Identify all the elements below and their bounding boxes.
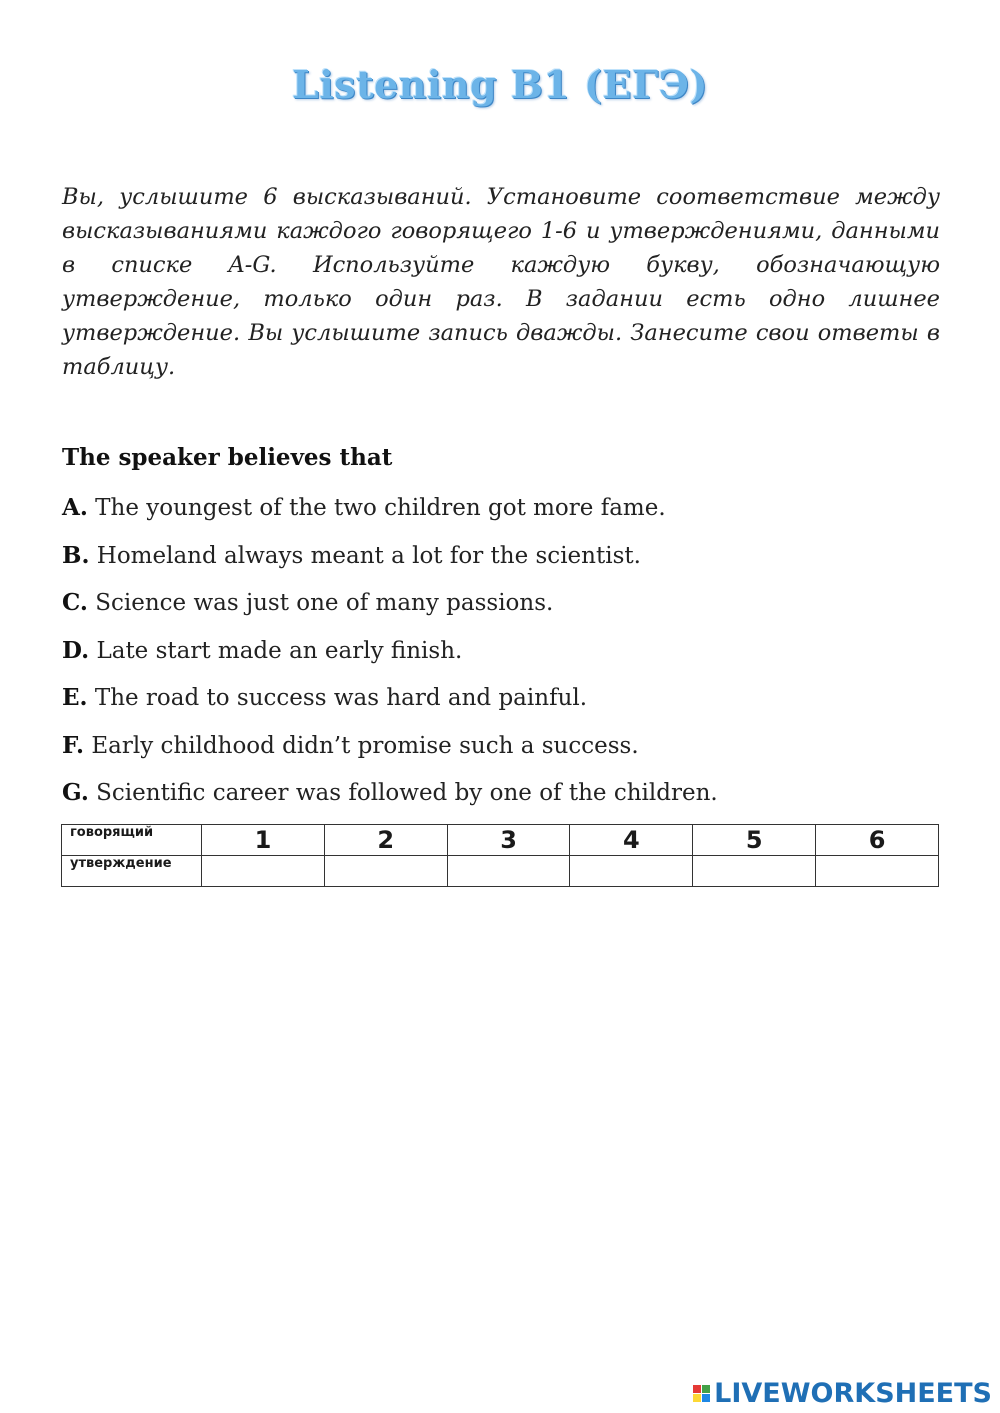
statement-text: Late start made an early finish. [96,637,463,664]
answer-cell[interactable] [324,856,447,887]
statement-text: The road to success was hard and painful. [94,685,588,711]
answer-cell[interactable] [447,856,570,887]
logo-blocks-icon [693,1385,710,1402]
statement-text: Scientific career was followed by one of the children. [96,780,718,806]
speaker-row-label: говорящий [62,825,202,856]
statement-letter: E. [62,684,88,711]
statements-heading: The speaker believes that [62,444,393,471]
liveworksheets-logo [693,1378,992,1409]
statement-item [62,632,940,680]
statement-text: Early childhood didn’t promise such a success. [91,732,639,759]
statement-item [62,727,940,775]
statement-text: The youngest of the two children got more fame. [95,495,666,521]
statement-row-label: утверждение [62,856,202,887]
statement-letter: A. [62,494,88,521]
statement-letter: D. [62,636,90,664]
logo-brand-text: LIVEWORKSHEETS [714,1378,992,1409]
statement-letter: F. [62,731,85,759]
logo-block [702,1385,710,1393]
speaker-number: 3 [447,825,570,856]
statement-letter: B. [62,541,90,569]
answer-cell[interactable] [816,856,939,887]
statement-letter: G. [62,779,89,806]
speaker-number: 1 [202,825,325,856]
statement-letter: C. [62,589,88,616]
statement-item [62,774,940,822]
answer-cell[interactable] [202,856,325,887]
statement-row [62,856,939,887]
statement-item [62,489,940,537]
statement-item [62,584,940,632]
statement-text: Science was just one of many passions. [95,590,554,616]
speaker-number: 4 [570,825,693,856]
statement-item [62,537,940,585]
speaker-number: 2 [324,825,447,856]
statement-list [62,489,940,822]
statement-item [62,679,940,727]
speaker-number: 6 [816,825,939,856]
speaker-row [62,825,939,856]
answer-cell[interactable] [570,856,693,887]
statement-text: Homeland always meant a lot for the scientist. [96,542,641,569]
task-instructions: Вы, услышите 6 высказываний. Установите соответствие между высказываниями каждого говорящего 1-6 и утверждениями, данными в списке A-G. Используйте каждую букву, обозначающую утверждение, только один раз. В задании есть одно лишнее утверждение. Вы услышите запись дважды. Занесите свои ответы в таблицу. [62,184,940,380]
answer-table [61,824,939,887]
answer-cell[interactable] [693,856,816,887]
logo-block [693,1385,701,1393]
speaker-number: 5 [693,825,816,856]
logo-block [693,1394,701,1402]
logo-block [702,1394,710,1402]
page-title: Listening B1 (ЕГЭ) [292,62,708,107]
